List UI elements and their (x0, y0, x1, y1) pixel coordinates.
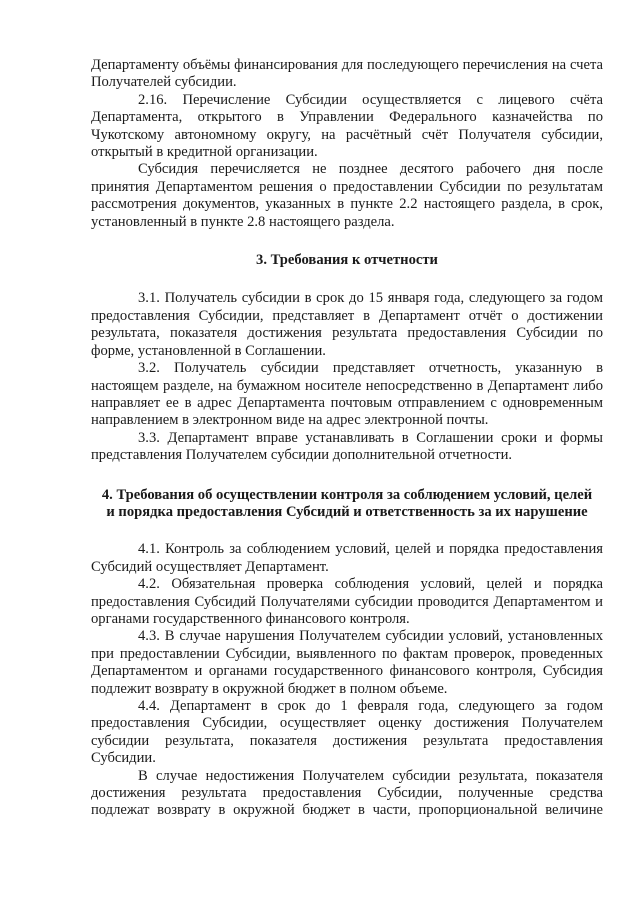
paragraph-subsidy-transfer: Субсидия перечисляется не позднее десятого рабочего дня после принятия Департаментом решения о предоставлении Субсидии по результатам рассмотрения документов, указанных в пункте 2.2 настоящего раздела, в срок, установленный в пункте 2.8 настоящего раздела. (91, 161, 603, 230)
section-3-heading: 3. Требования к отчетности (256, 252, 438, 269)
section-4-heading-line-1: 4. Требования об осуществлении контроля за соблюдением условий, целей (101, 486, 593, 503)
paragraph-non-achievement: В случае недостижения Получателем субсидии результата, показателя достижения результата предоставления Субсидии, полученные средства подлежат возврату в окружной бюджет в части, пропорциональной величине (91, 767, 603, 819)
paragraph-3-1: 3.1. Получатель субсидии в срок до 15 января года, следующего за годом предоставления Субсидии, представляет в Департамент отчёт о достижении результата, показателя достижения результата предоставления Субсидии по форме, установленной в Соглашении. (91, 290, 603, 359)
section-4-heading-line-2: и порядка предоставления Субсидий и ответственность за их нарушение (106, 503, 588, 520)
paragraph-4-2: 4.2. Обязательная проверка соблюдения условий, целей и порядка предоставления Субсидий Получателями субсидии проводится Департаментом и органами государственного финансового контроля. (91, 576, 603, 627)
paragraph-4-3: 4.3. В случае нарушения Получателем субсидии условий, установленных при предоставлении Субсидии, выявленного по фактам проверок, проведенных Департаментом и органами государственного финансового контроля, Субсидия подлежит возврату в окружной бюджет в полном объеме. (91, 628, 603, 697)
paragraph-2-16: 2.16. Перечисление Субсидии осуществляется с лицевого счёта Департамента, открытого в Управлении Федерального казначейства по Чукотскому автономному округу, на расчётный счёт Получателя субсидии, открытый в кредитной организации. (91, 91, 603, 161)
section-4-heading (91, 487, 603, 522)
paragraph-4-4: 4.4. Департамент в срок до 1 февраля года, следующего за годом предоставления Субсидии, осуществляет оценку достижения Получателем субсидии результата, показателя достижения результата предоставления Субсидии. (91, 698, 603, 767)
paragraph-4-1: 4.1. Контроль за соблюдением условий, целей и порядка предоставления Субсидий осуществляет Департамент. (91, 541, 603, 575)
paragraph-3-2: 3.2. Получатель субсидии представляет отчетность, указанную в настоящем разделе, на бумажном носителе непосредственно в Департамент либо направляет ее в адрес Департамента почтовым отправлением с одновременным направлением в электронном виде на адрес электронной почты. (91, 360, 603, 429)
paragraph-3-3: 3.3. Департамент вправе устанавливать в Соглашении сроки и формы представления Получателем субсидии дополнительной отчетности. (91, 429, 603, 464)
paragraph-continuation: Департаменту объёмы финансирования для последующего перечисления на счета Получателей субсидии. (91, 57, 603, 91)
